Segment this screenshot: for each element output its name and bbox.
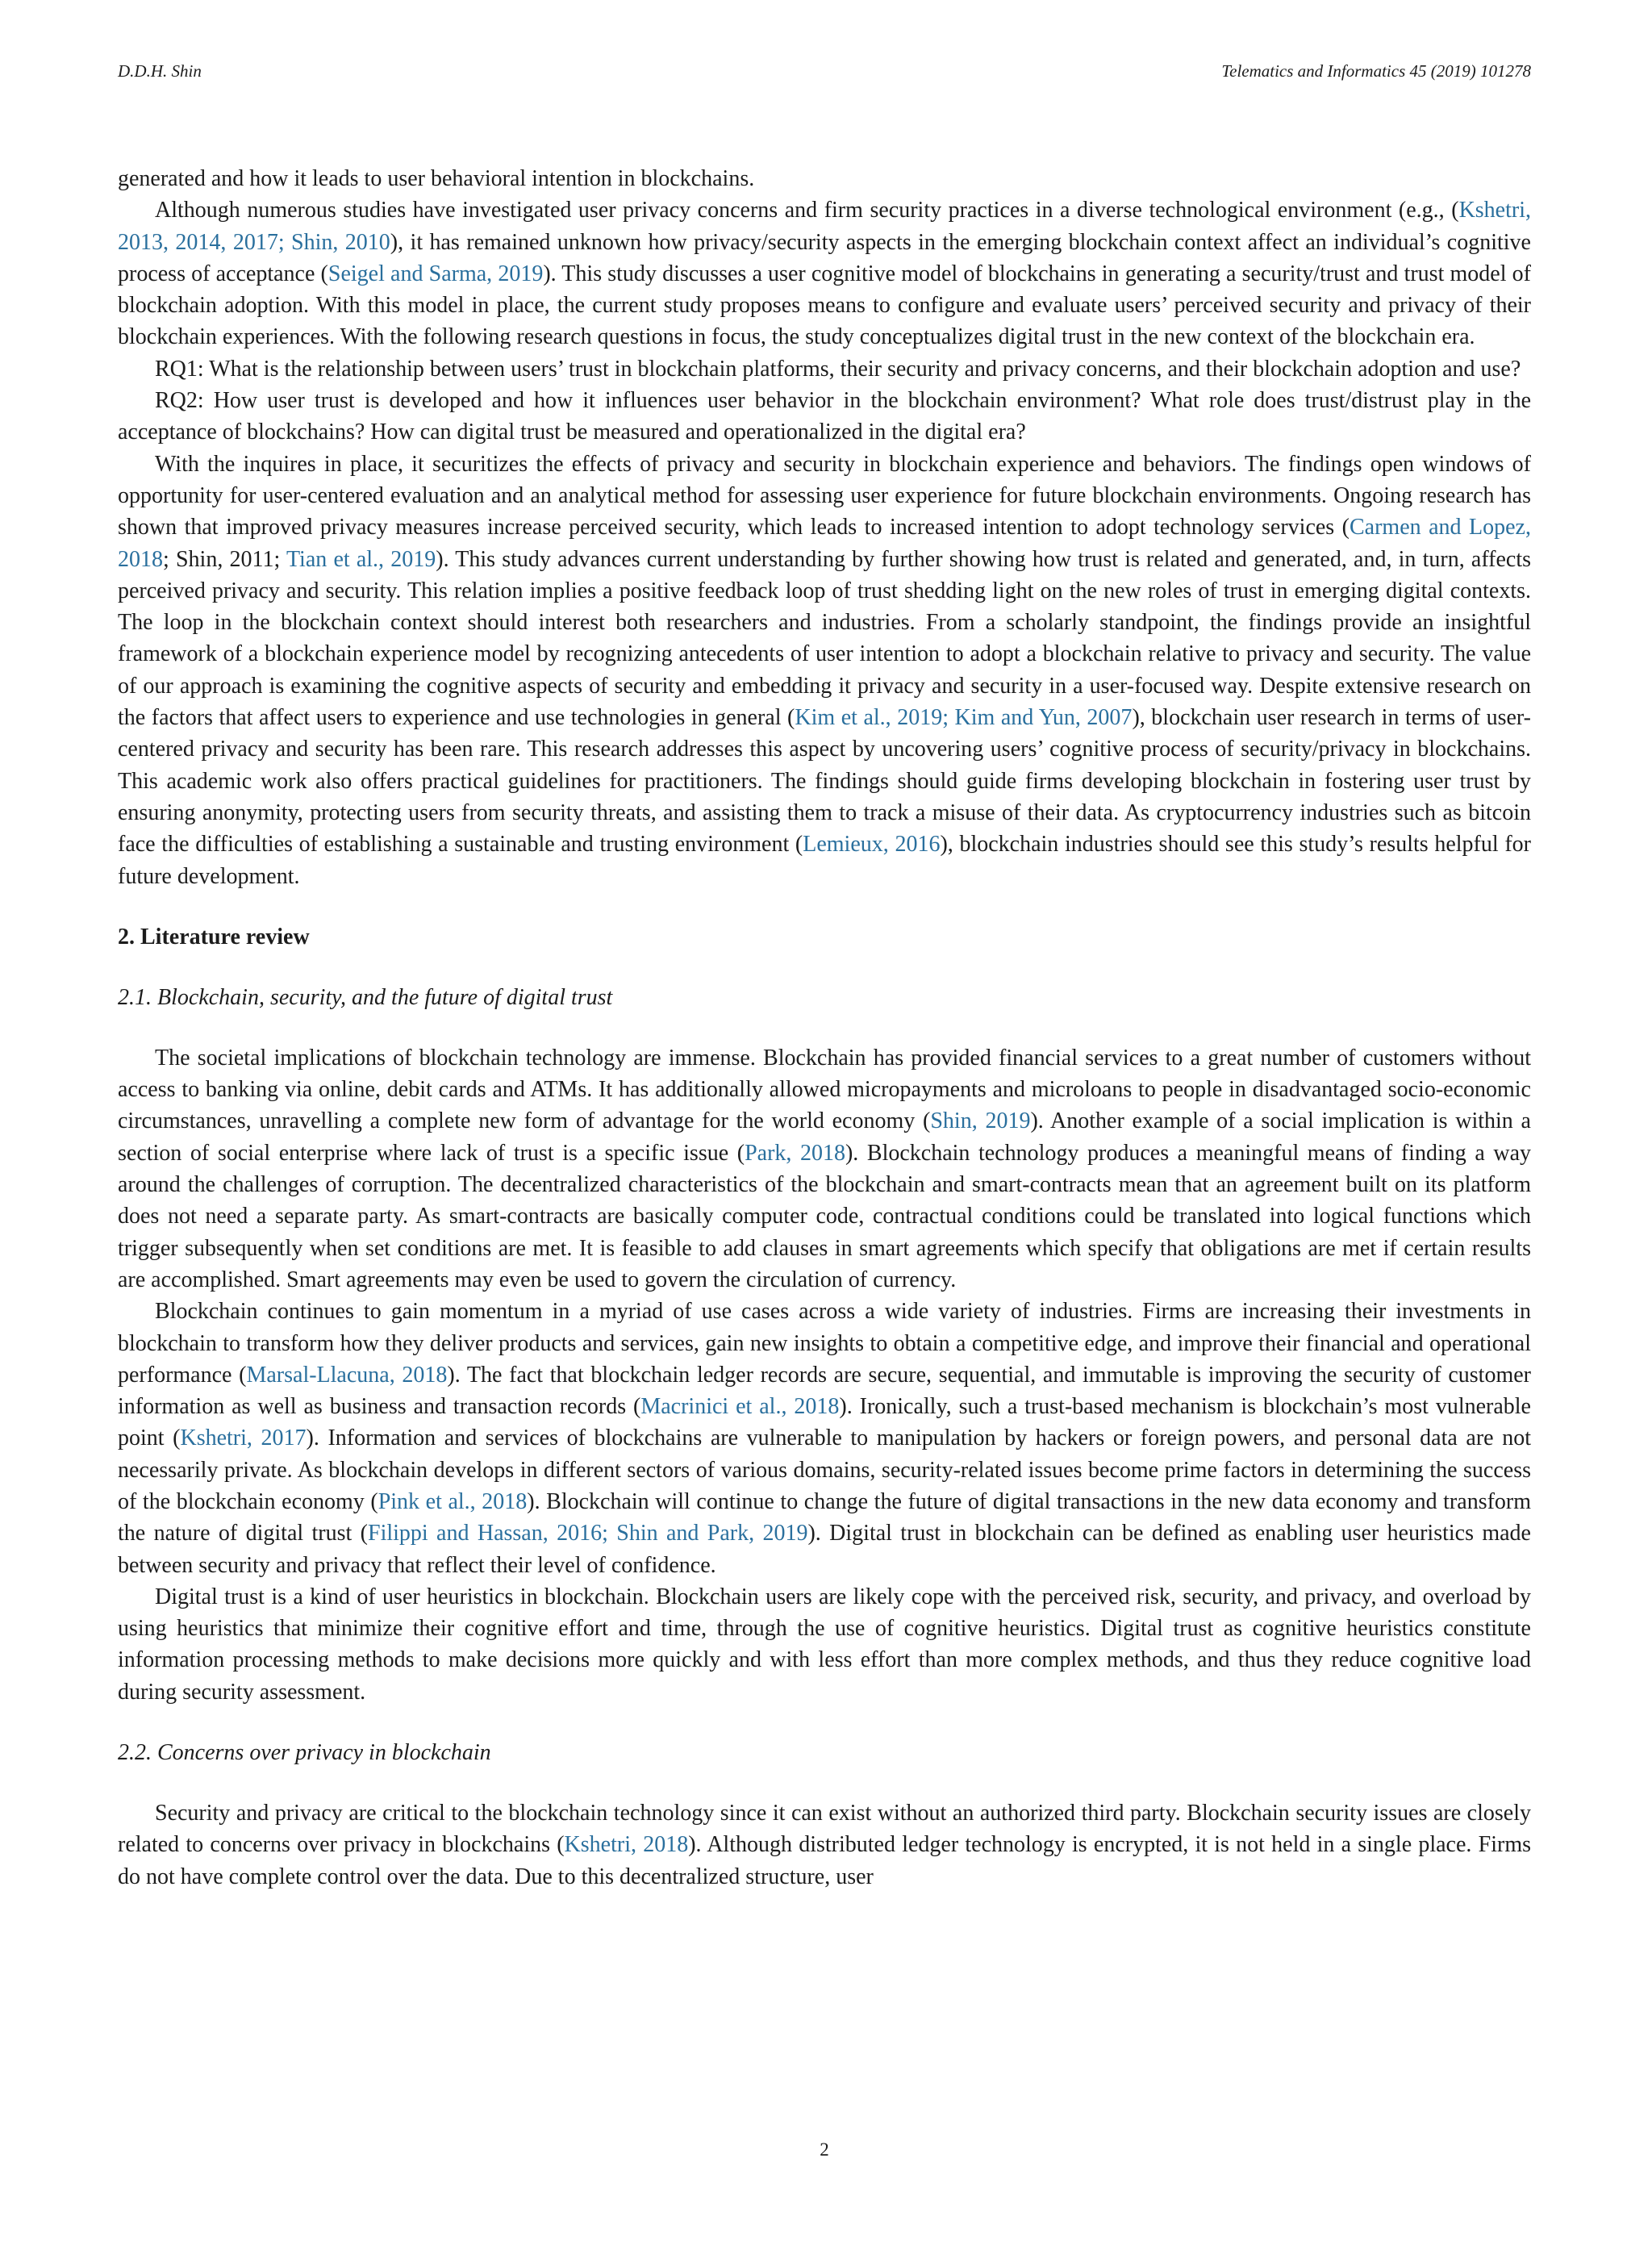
citation-link[interactable]: Carmen and Lopez, 2018 <box>118 515 1531 572</box>
citation-link[interactable]: Kim et al., 2019; Kim and Yun, 2007 <box>795 705 1133 731</box>
citation-link[interactable]: Filippi and Hassan, 2016; Shin and Park, 2019 <box>368 1521 808 1546</box>
citation-link[interactable]: Macrinici et al., 2018 <box>640 1394 840 1420</box>
paragraph: Although numerous studies have investigated user privacy concerns and firm security practices in a diverse technological environment (e.g., (Kshetri, 2013, 2014, 2017; Shin, 2010), it has remained unknown how privacy/security aspects in the emerging blockchain context affect an individual’s cognitive process of acceptance (Seigel and Sarma, 2019). This study discusses a user cognitive model of blockchains in generating a security/trust and trust model of blockchain adoption. With this model in place, the current study proposes means to configure and evaluate users’ perceived security and privacy of their blockchain experiences. With the following research questions in focus, the study conceptualizes digital trust in the new context of the blockchain era. <box>118 198 1531 350</box>
section-heading: 2. Literature review <box>118 924 310 950</box>
paragraph: With the inquires in place, it securitizes the effects of privacy and security in blockchain experience and behaviors. The findings open windows of opportunity for user-centered evaluation and an analytical method for assessing user experience for future blockchain environments. Ongoing research has shown that improved privacy measures increase perceived security, which leads to increased intention to adopt technology services (Carmen and Lopez, 2018; Shin, 2011; Tian et al., 2019). This study advances current understanding by further showing how trust is related and generated, and, in turn, affects perceived privacy and security. This relation implies a positive feedback loop of trust shedding light on the new roles of trust in emerging digital contexts. The loop in the blockchain context should interest both researchers and industries. From a scholarly standpoint, the findings provide an insightful framework of a blockchain experience model by recognizing antecedents of user intention to adopt a blockchain relative to privacy and security. The value of our approach is examining the cognitive aspects of security and embedding it privacy and security in a user-focused way. Despite extensive research on the factors that affect users to experience and use technologies in general (Kim et al., 2019; Kim and Yun, 2007), blockchain user research in terms of user-centered privacy and security has been rare. This research addresses this aspect by uncovering users’ cognitive process of security/privacy in blockchains. This academic work also offers practical guidelines for practitioners. The findings should guide firms developing blockchain in fostering user trust by ensuring anonymity, protecting users from security threats, and assisting them to track a misuse of their data. As cryptocurrency industries such as bitcoin face the difficulties of establishing a sustainable and trusting environment (Lemieux, 2016), blockchain industries should see this study’s results helpful for future development. <box>118 451 1532 889</box>
paragraph: Digital trust is a kind of user heuristics in blockchain. Blockchain users are likely cope with the perceived risk, security, and privacy, and overload by using heuristics that minimize their cognitive effort and time, through the use of cognitive heuristics. Digital trust as cognitive heuristics constitute information processing methods to make decisions more quickly and with less effort than more complex methods, and thus they reduce cognitive load during security assessment. <box>118 1584 1531 1705</box>
citation-link[interactable]: Tian et al., 2019 <box>286 546 436 572</box>
page-number: 2 <box>820 2139 829 2160</box>
running-header <box>118 61 1531 81</box>
subsection-heading: 2.1. Blockchain, security, and the future of digital trust <box>118 984 613 1010</box>
citation-link[interactable]: Marsal-Llacuna, 2018 <box>246 1362 448 1388</box>
header-journal: Telematics and Informatics 45 (2019) 101278 <box>1221 61 1531 81</box>
research-question-1: RQ1: What is the relationship between users’ trust in blockchain platforms, their security and privacy concerns, and their blockchain adoption and use? <box>155 356 1521 382</box>
paragraph: generated and how it leads to user behavioral intention in blockchains. <box>118 166 755 191</box>
header-author: D.D.H. Shin <box>118 61 202 81</box>
article-page <box>118 0 1531 2254</box>
citation-link[interactable]: Shin, 2019 <box>930 1108 1031 1134</box>
citation-link[interactable]: Pink et al., 2018 <box>378 1488 528 1514</box>
subsection-heading: 2.2. Concerns over privacy in blockchain <box>118 1740 491 1766</box>
citation-link[interactable]: Lemieux, 2016 <box>803 832 941 858</box>
paragraph: Security and privacy are critical to the blockchain technology since it can exist without an authorized third party. Blockchain security issues are closely related to concerns over privacy in blockchains (Kshetri, 2018). Although distributed ledger technology is encrypted, it is not held in a single place. Firms do not have complete control over the data. Due to this decentralized structure, user <box>118 1801 1531 1889</box>
citation-link[interactable]: Seigel and Sarma, 2019 <box>327 261 544 286</box>
citation-link[interactable]: Kshetri, 2017 <box>180 1425 307 1451</box>
article-body <box>118 163 1531 1893</box>
citation-link[interactable]: Park, 2018 <box>745 1140 845 1166</box>
paragraph: Blockchain continues to gain momentum in a myriad of use cases across a wide variety of industries. Firms are increasing their investments in blockchain to transform how they deliver products and services, gain new insights to obtain a competitive edge, and improve their financial and operational performance (Marsal-Llacuna, 2018). The fact that blockchain ledger records are secure, sequential, and immutable is improving the security of customer information as well as business and transaction records (Macrinici et al., 2018). Ironically, such a trust-based mechanism is blockchain’s most vulnerable point (Kshetri, 2017). Information and services of blockchains are vulnerable to manipulation by hackers or foreign powers, and personal data are not necessarily private. As blockchain develops in different sectors of various domains, security-related issues become prime factors in determining the success of the blockchain economy (Pink et al., 2018). Blockchain will continue to change the future of digital transactions in the new data economy and transform the nature of digital trust (Filippi and Hassan, 2016; Shin and Park, 2019). Digital trust in blockchain can be defined as enabling user heuristics made between security and privacy that reflect their level of confidence. <box>118 1299 1532 1578</box>
citation-link[interactable]: Kshetri, 2018 <box>564 1832 689 1858</box>
research-question-2: RQ2: How user trust is developed and how it influences user behavior in the blockchain environment? What role does trust/distrust play in the acceptance of blockchains? How can digital trust be measured and operationalized in the digital era? <box>118 388 1531 445</box>
citation-link[interactable]: Kshetri, 2013, 2014, 2017; Shin, 2010 <box>118 198 1531 255</box>
paragraph: The societal implications of blockchain technology are immense. Blockchain has provided financial services to a great number of customers without access to banking via online, debit cards and ATMs. It has additionally allowed micropayments and microloans to people in disadvantaged socio-economic circumstances, unravelling a complete new form of advantage for the world economy (Shin, 2019). Another example of a social implication is within a section of social enterprise where lack of trust is a specific issue (Park, 2018). Blockchain technology produces a meaningful means of finding a way around the challenges of corruption. The decentralized characteristics of the blockchain and smart-contracts mean that an agreement built on its platform does not need a separate party. As smart-contracts are basically computer code, contractual conditions could be translated into logical functions which trigger subsequently when set conditions are met. It is feasible to add clauses in smart agreements which specify that obligations are met if certain results are accomplished. Smart agreements may even be used to govern the circulation of currency. <box>118 1045 1531 1292</box>
